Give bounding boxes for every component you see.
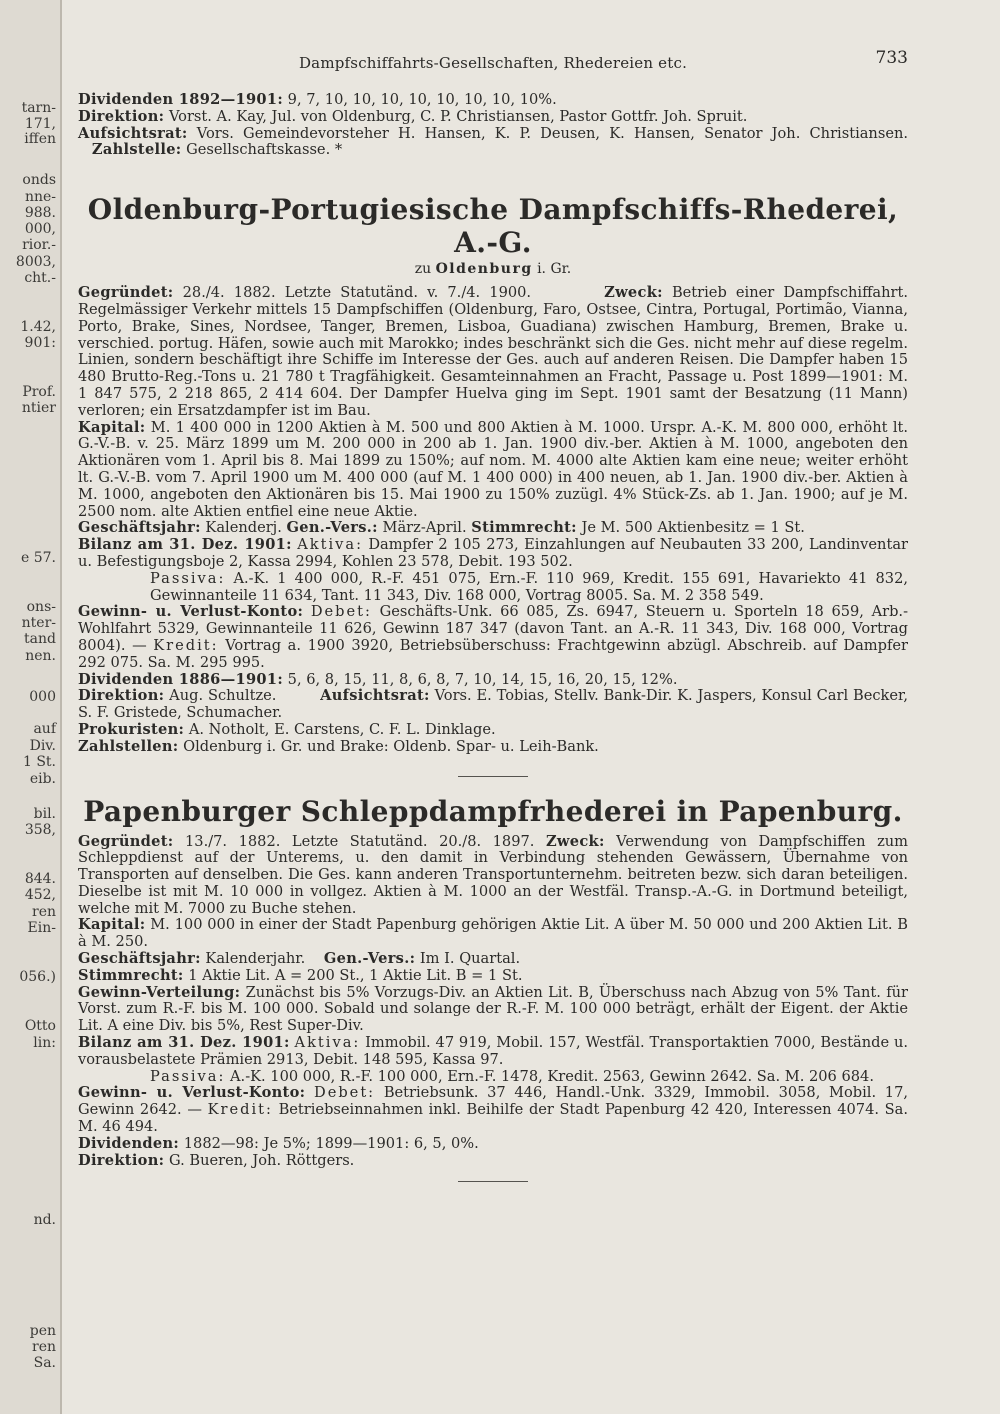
adjacent-page-gutter <box>0 0 62 1414</box>
gewinn-verlust: Gewinn- u. Verlust-Konto: Debet: Geschäfts-Unk. 66 085, Zs. 6947, Steuern u. Sporteln 18 659, Arb.-Wohlfahrt 5329, Gewinnanteile 11 626, Gewinn 187 347 (davon Tant. an A.-R. 11 343, Div. 168 000, Vortrag 8004). — Kredit: Vortrag a. 1900 3920, Betriebsüberschuss: Frachtgewinn abzügl. Abschreib. auf Dampfer 292 075. Sa. M. 295 995. <box>78 603 909 671</box>
gutter-text-fragment: pen <box>29 1323 56 1339</box>
section-divider <box>458 776 528 777</box>
gutter-text-fragment: 358, <box>24 822 56 838</box>
gutter-text-fragment: tand <box>24 631 56 647</box>
gutter-text-fragment: 988. <box>24 205 56 221</box>
dividenden: Dividenden: 1882—98: Je 5%; 1899—1901: 6, 5, 0%. <box>78 1134 479 1152</box>
gutter-text-fragment: 000, <box>24 221 56 237</box>
gutter-text-fragment: tarn- <box>21 100 56 116</box>
gewinn-verteilung: Gewinn-Verteilung: Zunächst bis 5% Vorzugs-Div. an Aktien Lit. B, Überschuss nach Abzug von 5% Tant. für Vorst. zum R.-F. bis M. 100 000. Sobald und solange der R.-F. M. 100 000 beträgt, erhält der Eigent. der Aktie Lit. A eine Div. bis 5%, Rest Super-Div. <box>78 983 908 1035</box>
gutter-text-fragment: nen. <box>25 648 56 664</box>
gutter-text-fragment: 901: <box>24 335 56 351</box>
gutter-text-fragment: 844. <box>24 871 56 887</box>
direktion: Direktion: G. Bueren, Joh. Röttgers. <box>78 1151 355 1169</box>
dividenden: Dividenden 1886—1901: 5, 6, 8, 15, 11, 8, 6, 8, 7, 10, 14, 15, 16, 20, 15, 12%. <box>78 670 678 688</box>
page-number: 733 <box>875 48 908 68</box>
gutter-text-fragment: Sa. <box>33 1355 56 1371</box>
document-page <box>78 48 908 1192</box>
kapital: Kapital: M. 100 000 in einer der Stadt Papenburg gehörigen Aktie Lit. A über M. 50 000 und 200 Aktien Lit. B à M. 250. <box>78 916 908 951</box>
zahlstellen: Zahlstellen: Oldenburg i. Gr. und Brake: Oldenb. Spar- u. Leih-Bank. <box>78 737 599 755</box>
bilanz-aktiva: Bilanz am 31. Dez. 1901: Aktiva: Dampfer 2 105 273, Einzahlungen auf Neubauten 33 200, Landinventar u. Befestigungsboje 2, Kassa 2994, Kohlen 23 578, Debit. 193 502. <box>78 536 908 570</box>
bilanz-passiva: Passiva: A.-K. 1 400 000, R.-F. 451 075, Ern.-F. 110 969, Kredit. 155 691, Havariekto 41 832, Gewinnanteile 11 634, Tant. 11 343, Div. 168 000, Vortrag 8005. Sa. M. 2 358 549. <box>150 569 908 604</box>
gutter-text-fragment: nne- <box>24 189 56 205</box>
stimmrecht: Stimmrecht: 1 Aktie Lit. A = 200 St., 1 Aktie Lit. B = 1 St. <box>78 966 523 984</box>
gutter-text-fragment: ren <box>32 904 56 920</box>
gutter-text-fragment: ntier <box>21 400 56 416</box>
geschaeftsjahr: Geschäftsjahr: Kalenderj. Gen.-Vers.: März-April. Stimmrecht: Je M. 500 Aktienbesitz = 1 St. <box>78 519 805 537</box>
running-head <box>78 48 908 78</box>
gutter-text-fragment: iffen <box>24 131 56 147</box>
prev-direktion: Direktion: Vorst. A. Kay, Jul. von Oldenburg, C. P. Christiansen, Pastor Gottfr. Joh. Spruit. <box>78 107 748 125</box>
gutter-text-fragment: 1.42, <box>20 319 56 335</box>
gutter-text-fragment: Prof. <box>22 384 56 400</box>
gutter-text-fragment: cht.- <box>24 270 56 286</box>
prev-dividenden: Dividenden 1892—1901: 9, 7, 10, 10, 10, 10, 10, 10, 10, 10%. <box>78 91 557 108</box>
gutter-text-fragment: lin: <box>33 1035 56 1051</box>
geschaeftsjahr: Geschäftsjahr: Kalenderjahr. Gen.-Vers.: Im I. Quartal. <box>78 950 521 968</box>
gutter-text-fragment: 1 St. <box>22 754 56 770</box>
direktion-aufsichtsrat: Direktion: Aug. Schultze. Aufsichtsrat: Vors. E. Tobias, Stellv. Bank-Dir. K. Jaspers, Konsul Carl Becker, S. F. Gristede, Schumacher. <box>78 687 909 722</box>
gutter-text-fragment: nter- <box>21 615 56 631</box>
gutter-text-fragment: rior.- <box>22 237 56 253</box>
prev-aufsichtsrat: Aufsichtsrat: Vors. Gemeindevorsteher H. Hansen, K. P. Deusen, K. Hansen, Senator Joh. Christiansen. Zahlstelle: Gesellschaftskasse. * <box>78 124 908 159</box>
bilanz-passiva: Passiva: A.-K. 100 000, R.-F. 100 000, Ern.-F. 1478, Kredit. 2563, Gewinn 2642. Sa. M. 206 684. <box>150 1067 874 1085</box>
gutter-text-fragment: Ein- <box>27 920 56 936</box>
gutter-text-fragment: 000 <box>29 689 56 705</box>
gutter-text-fragment: 056.) <box>19 969 56 985</box>
gutter-text-fragment: eib. <box>29 771 56 787</box>
gegruendet-zweck: Gegründet: 28./4. 1882. Letzte Statutänd. v. 7./4. 1900. Zweck: Betrieb einer Dampfschiffahrt. Regelmässiger Verkehr mittels 15 Dampfschiffen (Oldenburg, Faro, Ostsee, Cintra, Portugal, Portimão, Vianna, Porto, Brake, Sines, Nordsee, Tanger, Bremen, Lisboa, Guadiana) zwischen Hamburg, Bremen, Brake u. verschied. portug. Häfen, sowie auch mit Marokko; indes beschränkt sich die Ges. nicht mehr auf diese regelm. Linien, sondern beschäftigt ihre Schiffe im Interesse der Ges. auch auf anderen Reisen. Die Dampfer haben 15 480 Brutto-Reg.-Tons u. 21 780 t Tragfähigkeit. Gesamteinnahmen an Fracht, Passage u. Post 1899—1901: M. 1 847 575, 2 218 865, 2 414 604. Der Dampfer Huelva ging im Sept. 1901 samt der Besatzung (11 Mann) verloren; ein Ersatzdampfer ist im Bau. <box>78 284 909 419</box>
entry-papenburg <box>78 834 908 1170</box>
section-divider <box>458 1181 528 1182</box>
previous-entry-continuation <box>78 92 908 159</box>
gutter-text-fragment: auf <box>33 721 56 737</box>
company-title-oldenburg: Oldenburg-Portugiesische Dampfschiffs-Rhederei, A.-G. <box>87 193 899 260</box>
kapital: Kapital: M. 1 400 000 in 1200 Aktien à M. 500 und 800 Aktien à M. 1000. Urspr. A.-K. M. 800 000, erhöht lt. G.-V.-B. v. 25. März 1899 um M. 200 000 in 200 ab 1. Jan. 1900 div.-ber. Aktien à M. 1000, angeboten den Aktionären vom 1. April bis 8. Mai 1899 zu 150%; auf nom. M. 4000 alte Aktien kam eine neue; weiter erhöht lt. G.-V.-B. vom 7. April 1900 um M. 400 000 (auf M. 1 400 000) in 400 neuen, ab 1. Jan. 1900 div.-ber. Aktien à M. 1000, angeboten den Aktionären bis 15. Mai 1900 zu 150% zuzügl. 4% Stück-Zs. ab 1. Jan. 1900; auf je M. 2500 nom. alte Aktien entfiel eine neue Aktie. <box>78 418 908 520</box>
running-title: Dampfschiffahrts-Gesellschaften, Rhedereien etc. <box>298 54 688 72</box>
gutter-text-fragment: onds <box>22 172 56 188</box>
gutter-text-fragment: Otto <box>24 1018 56 1034</box>
company-title-papenburg: Papenburger Schleppdampfrhederei in Papenburg. <box>83 794 903 828</box>
gutter-text-fragment: Div. <box>29 738 56 754</box>
company-location: zu Oldenburg i. Gr. <box>414 261 572 278</box>
gutter-text-fragment: ren <box>32 1339 56 1355</box>
gewinn-verlust: Gewinn- u. Verlust-Konto: Debet: Betriebsunk. 37 446, Handl.-Unk. 3329, Immobil. 3058, Mobil. 17, Gewinn 2642. — Kredit: Betriebseinnahmen inkl. Beihilfe der Stadt Papenburg 42 420, Interessen 4074. Sa. M. 46 494. <box>78 1084 909 1136</box>
gutter-text-fragment: 8003, <box>15 254 56 270</box>
prokuristen: Prokuristen: A. Notholt, E. Carstens, C. F. L. Dinklage. <box>78 720 496 738</box>
gutter-text-fragment: bil. <box>33 806 56 822</box>
gutter-text-fragment: 452, <box>24 887 56 903</box>
gegruendet-zweck: Gegründet: 13./7. 1882. Letzte Statutänd. 20./8. 1897. Zweck: Verwendung von Dampfschiffen zum Schleppdienst auf der Unterems, u. den damit in Verbindung stehenden Gewässern, Übernahme von Transporten auf denselben. Die Ges. kann anderen Transportunternehm. beitreten bezw. sich daran beteiligen. Dieselbe ist mit M. 10 000 in vollgez. Aktien à M. 1000 an der Westfäl. Transp.-A.-G. in Dortmund beteiligt, welche mit M. 7000 zu Buche stehen. <box>78 832 909 917</box>
bilanz-aktiva: Bilanz am 31. Dez. 1901: Aktiva: Immobil. 47 919, Mobil. 157, Westfäl. Transportaktien 7000, Bestände u. vorausbelastete Prämien 2913, Debit. 148 595, Kassa 97. <box>78 1034 909 1068</box>
gutter-text-fragment: nd. <box>33 1212 56 1228</box>
gutter-text-fragment: ons- <box>26 599 56 615</box>
gutter-text-fragment: e 57. <box>21 550 56 566</box>
entry-oldenburg <box>78 285 908 755</box>
gutter-text-fragment: 171, <box>24 116 56 132</box>
